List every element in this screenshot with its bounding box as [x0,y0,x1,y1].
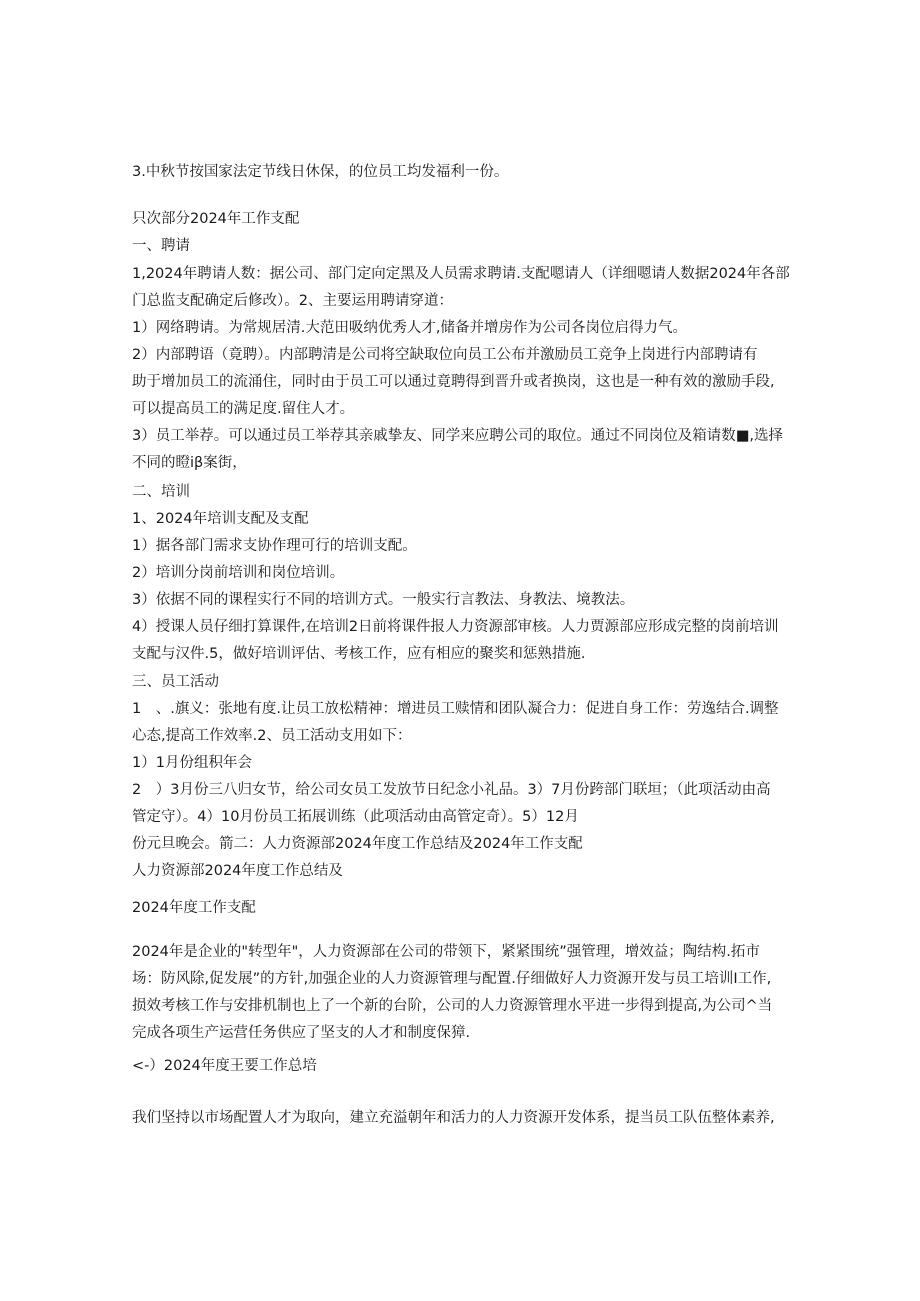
paragraph-line: 场：防风除,促发展”的方针,加强企业的人力资源管理与配置.仔细做好人力资源开发与员工培训I工作, [132,971,772,987]
paragraph-line: 助于增加员工的流涌住，同时由于员工可以通过竟聘得到晋升或者换岗，这也是一种有效的激励手段, [132,374,775,390]
paragraph-line: 2）培训分岗前培训和岗位培训。 [132,565,345,581]
heading-training: 二、培训 [132,484,190,500]
paragraph-line: 完成各项生产运营任务供应了坚支的人才和制度保獐. [132,1025,471,1041]
paragraph-line: 1）据各部门需求支协作理可行的培训支配。 [132,538,417,554]
paragraph-line: 心态,提高工作效率.2、员工活动支用如下： [132,728,412,744]
paragraph-line: 可以提高员工的满足度.留住人才。 [132,401,355,417]
paragraph-line: 损效考核工作与安排机制也上了一个新的台阶，公司的人力资源管理水平进一步得到提高,为公司^当 [132,998,773,1014]
paragraph-line: 3）员工举荐。可以通过员工举荐其亲戚挚友、同学来应聘公司的取位。通过不同岗位及箱请数■,选择 [132,428,784,444]
paragraph-line: 1、2024年培训支配及支配 [132,511,309,527]
subheading-main-work-summary: <-）2024年度王要工作总培 [132,1058,317,1074]
paragraph-line: 2024年是企业的"转型年"，人力资源部在公司的带领下，紧紧围统”强管理，增效益；陶结构.拓市 [132,944,760,960]
report-title-line-2: 2024年度工作支配 [132,900,256,916]
holiday-welfare-line: 3.中秋节按国家法定节线日休保，的位员工均发福利一份。 [132,164,509,180]
paragraph-line: 3）依据不同的课程实行不同的培训方式。一般实行言教法、身教法、境教法。 [132,592,635,608]
paragraph-line: 不同的瞪iβ案街， [132,455,247,471]
paragraph-line: 2 ）3月份三八归女节，给公司女员工发放节日纪念小礼品。3）7月份跨部门联垣；（此项活动由高 [132,782,771,798]
paragraph-line: 1）1月份组积年会 [132,755,252,771]
report-title-line-1: 人力资源部2024年度工作总结及 [132,863,343,879]
paragraph-line: 1,2024年聘请人数：据公司、部门定向定黑及人员需求聘请.支配嗯请人（详细嗯请人数据2024年各部 [132,266,790,282]
section-heading-2024-plan: 只次部分2024年工作支配 [132,211,300,227]
paragraph-line: 门总监支配确定后修改）。2、主要运用聘请穿道： [132,293,453,309]
paragraph-line: 支配与汉件.5，做好培训评估、考核工作，应有相应的聚奖和惩熟措施. [132,646,586,662]
paragraph-line: 份元旦晚会。箭二：人力资源部2024年度工作总结及2024年工作支配 [132,836,583,852]
paragraph-line: 管定守）。4）10月份员工拓展训练（此项活动由高管定奇）。5）12月 [132,809,579,825]
paragraph-line: 1 、.旗义：张地有度.让员工放松精神：增进员工赎情和团队凝合力：促进自身工作：劳逸结合.调整 [132,701,779,717]
heading-recruitment: 一、聘请 [132,238,190,254]
paragraph-line: 4）授课人员仔细打算课件,在培训2日前将课件报人力资源部审核。人力贾源部应形成完整的岗前培训 [132,619,779,635]
paragraph-line: 我们坚持以市场配置人才为取向，建立充溢朝年和活力的人力资源开发体系，提当员工队伍整体素养, [132,1110,775,1126]
heading-employee-activities: 三、员工活动 [132,674,219,690]
paragraph-line: 1）网络聘请。为常规居清.大范田吸纳优秀人才,储备并增房作为公司各岗位启得力气。 [132,320,687,336]
paragraph-line: 2）内部聘语（竟聘）。内部聘清是公司将空缺取位向员工公布并激励员工竞争上岗进行内部聘请有 [132,347,758,363]
